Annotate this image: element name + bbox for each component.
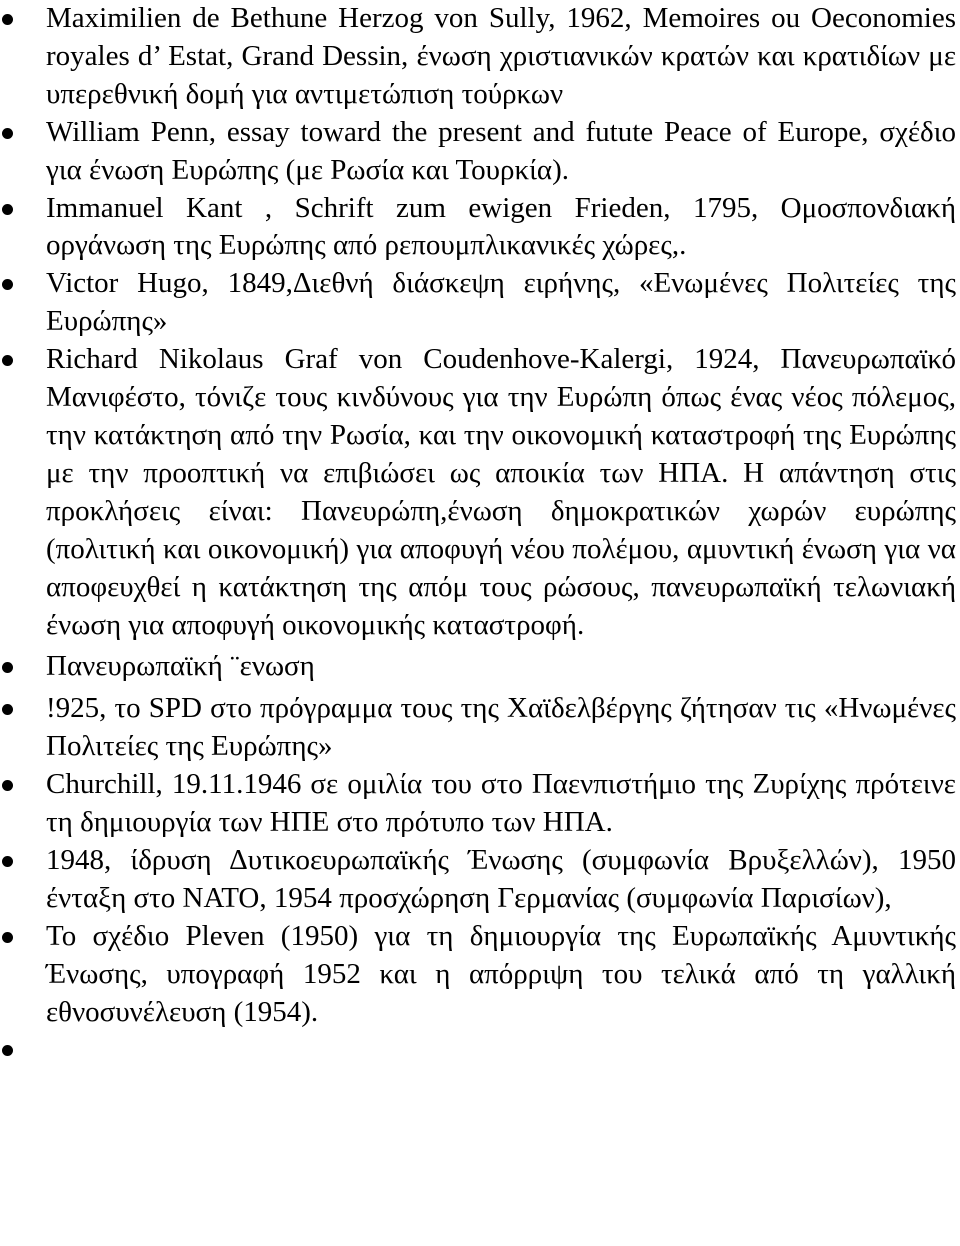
bullet-icon	[2, 856, 13, 867]
list-item	[0, 0, 960, 114]
bullet-icon	[2, 355, 13, 366]
bullet-icon	[2, 279, 13, 290]
bullet-icon	[2, 662, 13, 673]
bullet-icon	[2, 1045, 13, 1056]
list-item	[0, 648, 960, 686]
list-item-text: 1948, ίδρυση Δυτικοευρωπαϊκής Ένωσης (συμφωνία Βρυξελλών), 1950 ένταξη στο ΝΑΤΟ, 1954 προσχώρηση Γερμανίας (συμφωνία Παρισίων),	[46, 843, 956, 914]
list-item-text: Maximilien de Bethune Herzog von Sully, 1962, Memoires ou Oeconomies royales d’ Estat, Grand Dessin, ένωση χριστιανικών κρατών και κρατιδίων με υπερεθνική δομή για αντιμετώπιση τούρκων	[46, 2, 956, 110]
bullet-icon	[2, 704, 13, 715]
list-item-text: Churchill, 19.11.1946 σε ομιλία του στο Παενπιστήμιο της Ζυρίχης πρότεινε τη δημιουργία των ΗΠΕ στο πρότυπο των ΗΠΑ.	[46, 768, 956, 839]
bullet-icon	[2, 128, 13, 139]
bullet-icon	[2, 932, 13, 943]
list-item	[0, 690, 960, 766]
list-item-empty	[0, 1031, 960, 1068]
list-item-text: !925, το SPD στο πρόγραμμα τους της Χαϊδελβέργης ζήτησαν τις «Ηνωμένες Πολιτείες της Ευρώπης»	[46, 692, 956, 763]
list-item-text: Victor Hugo, 1849,Διεθνή διάσκεψη ειρήνης, «Ενωμένες Πολιτείες της Ευρώπης»	[46, 267, 956, 338]
list-item	[0, 766, 960, 842]
list-item	[0, 918, 960, 1032]
list-item-text: Richard Nikolaus Graf von Coudenhove-Kalergi, 1924, Πανευρωπαϊκό Μανιφέστο, τόνιζε τους κινδύνους για την Ευρώπη όπως ένας νέος πόλεμος, την κατάκτηση από την Ρωσία, και την οικονομική καταστροφή της Ευρώπης με την προοπτική να επιβιώσει ως αποικία των ΗΠΑ. Η απάντηση στις προκλήσεις είναι: Πανευρώπη,ένωση δημοκρατικών χωρών ευρώπης (πολιτική και οικονομική) για αποφυγή νέου πολέμου, αμυντική ένωση για να αποφευχθεί η κατάκτηση της απόμ τους ρώσους, πανευρωπαϊκή τελωνιακή ένωση για αποφυγή οικονομικής καταστροφή.	[46, 343, 956, 641]
list-item	[0, 842, 960, 918]
list-item-text: Immanuel Kant , Schrift zum ewigen Frieden, 1795, Ομοσπονδιακή οργάνωση της Ευρώπης από ρεπουμπλικανικές χώρες,.	[46, 191, 956, 262]
list-item	[0, 265, 960, 341]
bullet-icon	[2, 14, 13, 25]
list-item-text: William Penn, essay toward the present and futute Peace of Europe, σχέδιο για ένωση Ευρώπης (με Ρωσία και Τουρκία).	[46, 115, 956, 186]
list-item-text: Το σχέδιο Pleven (1950) για τη δημιουργία της Ευρωπαϊκής Αμυντικής Ένωσης, υπογραφή 1952 και η απόρριψη του τελικά από τη γαλλική εθνοσυνέλευση (1954).	[46, 919, 956, 1028]
list-item	[0, 190, 960, 266]
bullet-icon	[2, 780, 13, 791]
bullet-icon	[2, 204, 13, 215]
list-item	[0, 341, 960, 644]
list-item	[0, 114, 960, 190]
list-item-text: Πανευρωπαϊκή ¨ενωση	[46, 650, 315, 683]
